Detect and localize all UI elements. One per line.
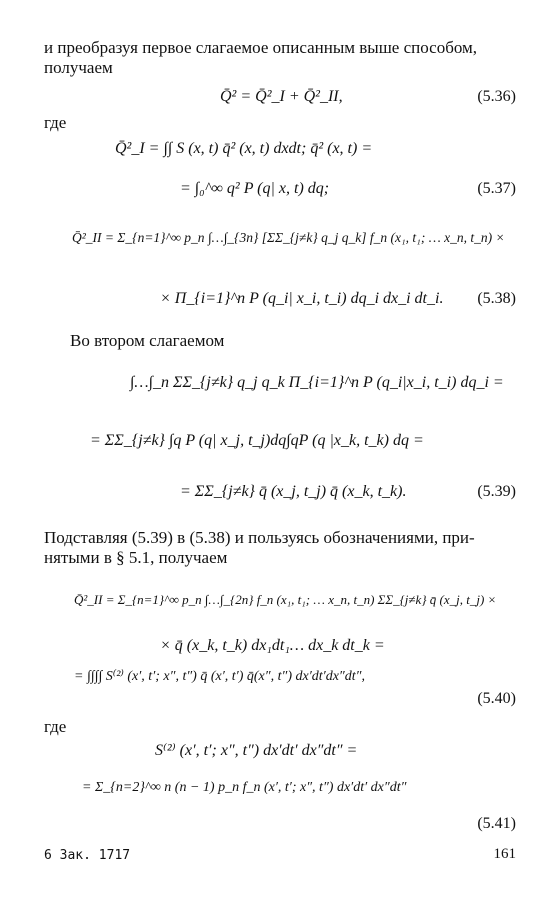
where-label-2: где	[44, 717, 67, 736]
equation-number-5-40: (5.40)	[477, 690, 516, 707]
equation-5-39-line-2: = ΣΣ_{j≠k} ∫q P (q| x_j, t_j)dq∫qP (q |x_k, t_k) dq =	[90, 432, 424, 449]
equation-5-36: Q̄² = Q̄²_I + Q̄²_II,	[220, 88, 343, 105]
equation-5-37-line-1: Q̄²_I = ∫∫ S (x, t) q̄² (x, t) dxdt; q̄² (x, t) =	[115, 140, 373, 157]
page-number: 161	[493, 846, 516, 862]
equation-number-5-39: (5.39)	[477, 483, 516, 500]
equation-5-38-line-2: × Π_{i=1}^n P (q_i| x_i, t_i) dq_i dx_i dt_i.	[160, 290, 444, 307]
equation-5-38-line-1: Q̄²_II = Σ_{n=1}^∞ p_n ∫…∫_{3n} [ΣΣ_{j≠k} q_j q_k] f_n (x₁, t₁; … x_n, t_n) ×	[72, 230, 505, 245]
equation-5-40-line-3: = ∫∫∫∫ S⁽²⁾ (x′, t′; x″, t″) q̄ (x′, t′) q̄(x″, t″) dx′dt′dx″dt″,	[74, 669, 365, 684]
subst-line-1: Подставляя (5.39) в (5.38) и пользуясь обозначениями, при-	[44, 528, 475, 547]
equation-number-5-38: (5.38)	[477, 290, 516, 307]
equation-5-39-line-3: = ΣΣ_{j≠k} q̄ (x_j, t_j) q̄ (x_k, t_k).	[180, 483, 407, 500]
second-term-text: Во втором слагаемом	[70, 331, 225, 350]
equation-number-5-41: (5.41)	[477, 815, 516, 832]
equation-5-39-line-1: ∫…∫_n ΣΣ_{j≠k} q_j q_k Π_{i=1}^n P (q_i|x_i, t_i) dq_i =	[130, 374, 504, 391]
equation-5-37-line-2: = ∫₀^∞ q² P (q| x, t) dq;	[180, 180, 330, 197]
equation-number-5-36: (5.36)	[477, 88, 516, 105]
where-label-1: где	[44, 113, 67, 132]
equation-5-40-line-1: Q̄²_II = Σ_{n=1}^∞ p_n ∫…∫_{2n} f_n (x₁, t₁; … x_n, t_n) ΣΣ_{j≠k} q̄ (x_j, t_j) ×	[74, 592, 497, 607]
intro-line-2: получаем	[44, 58, 113, 77]
footer-signature: 6 Зак. 1717	[44, 848, 131, 863]
subst-line-2: нятыми в § 5.1, получаем	[44, 548, 228, 567]
equation-5-40-line-2: × q̄ (x_k, t_k) dx₁dt₁… dx_k dt_k =	[160, 637, 385, 654]
equation-5-41-line-1: S⁽²⁾ (x′, t′; x″, t″) dx′dt′ dx″dt″ =	[155, 742, 358, 759]
intro-line-1: и преобразуя первое слагаемое описанным выше способом,	[44, 38, 478, 57]
equation-5-41-line-2: = Σ_{n=2}^∞ n (n − 1) p_n f_n (x′, t′; x″, t″) dx′dt′ dx″dt″	[82, 780, 407, 795]
equation-number-5-37: (5.37)	[477, 180, 516, 197]
